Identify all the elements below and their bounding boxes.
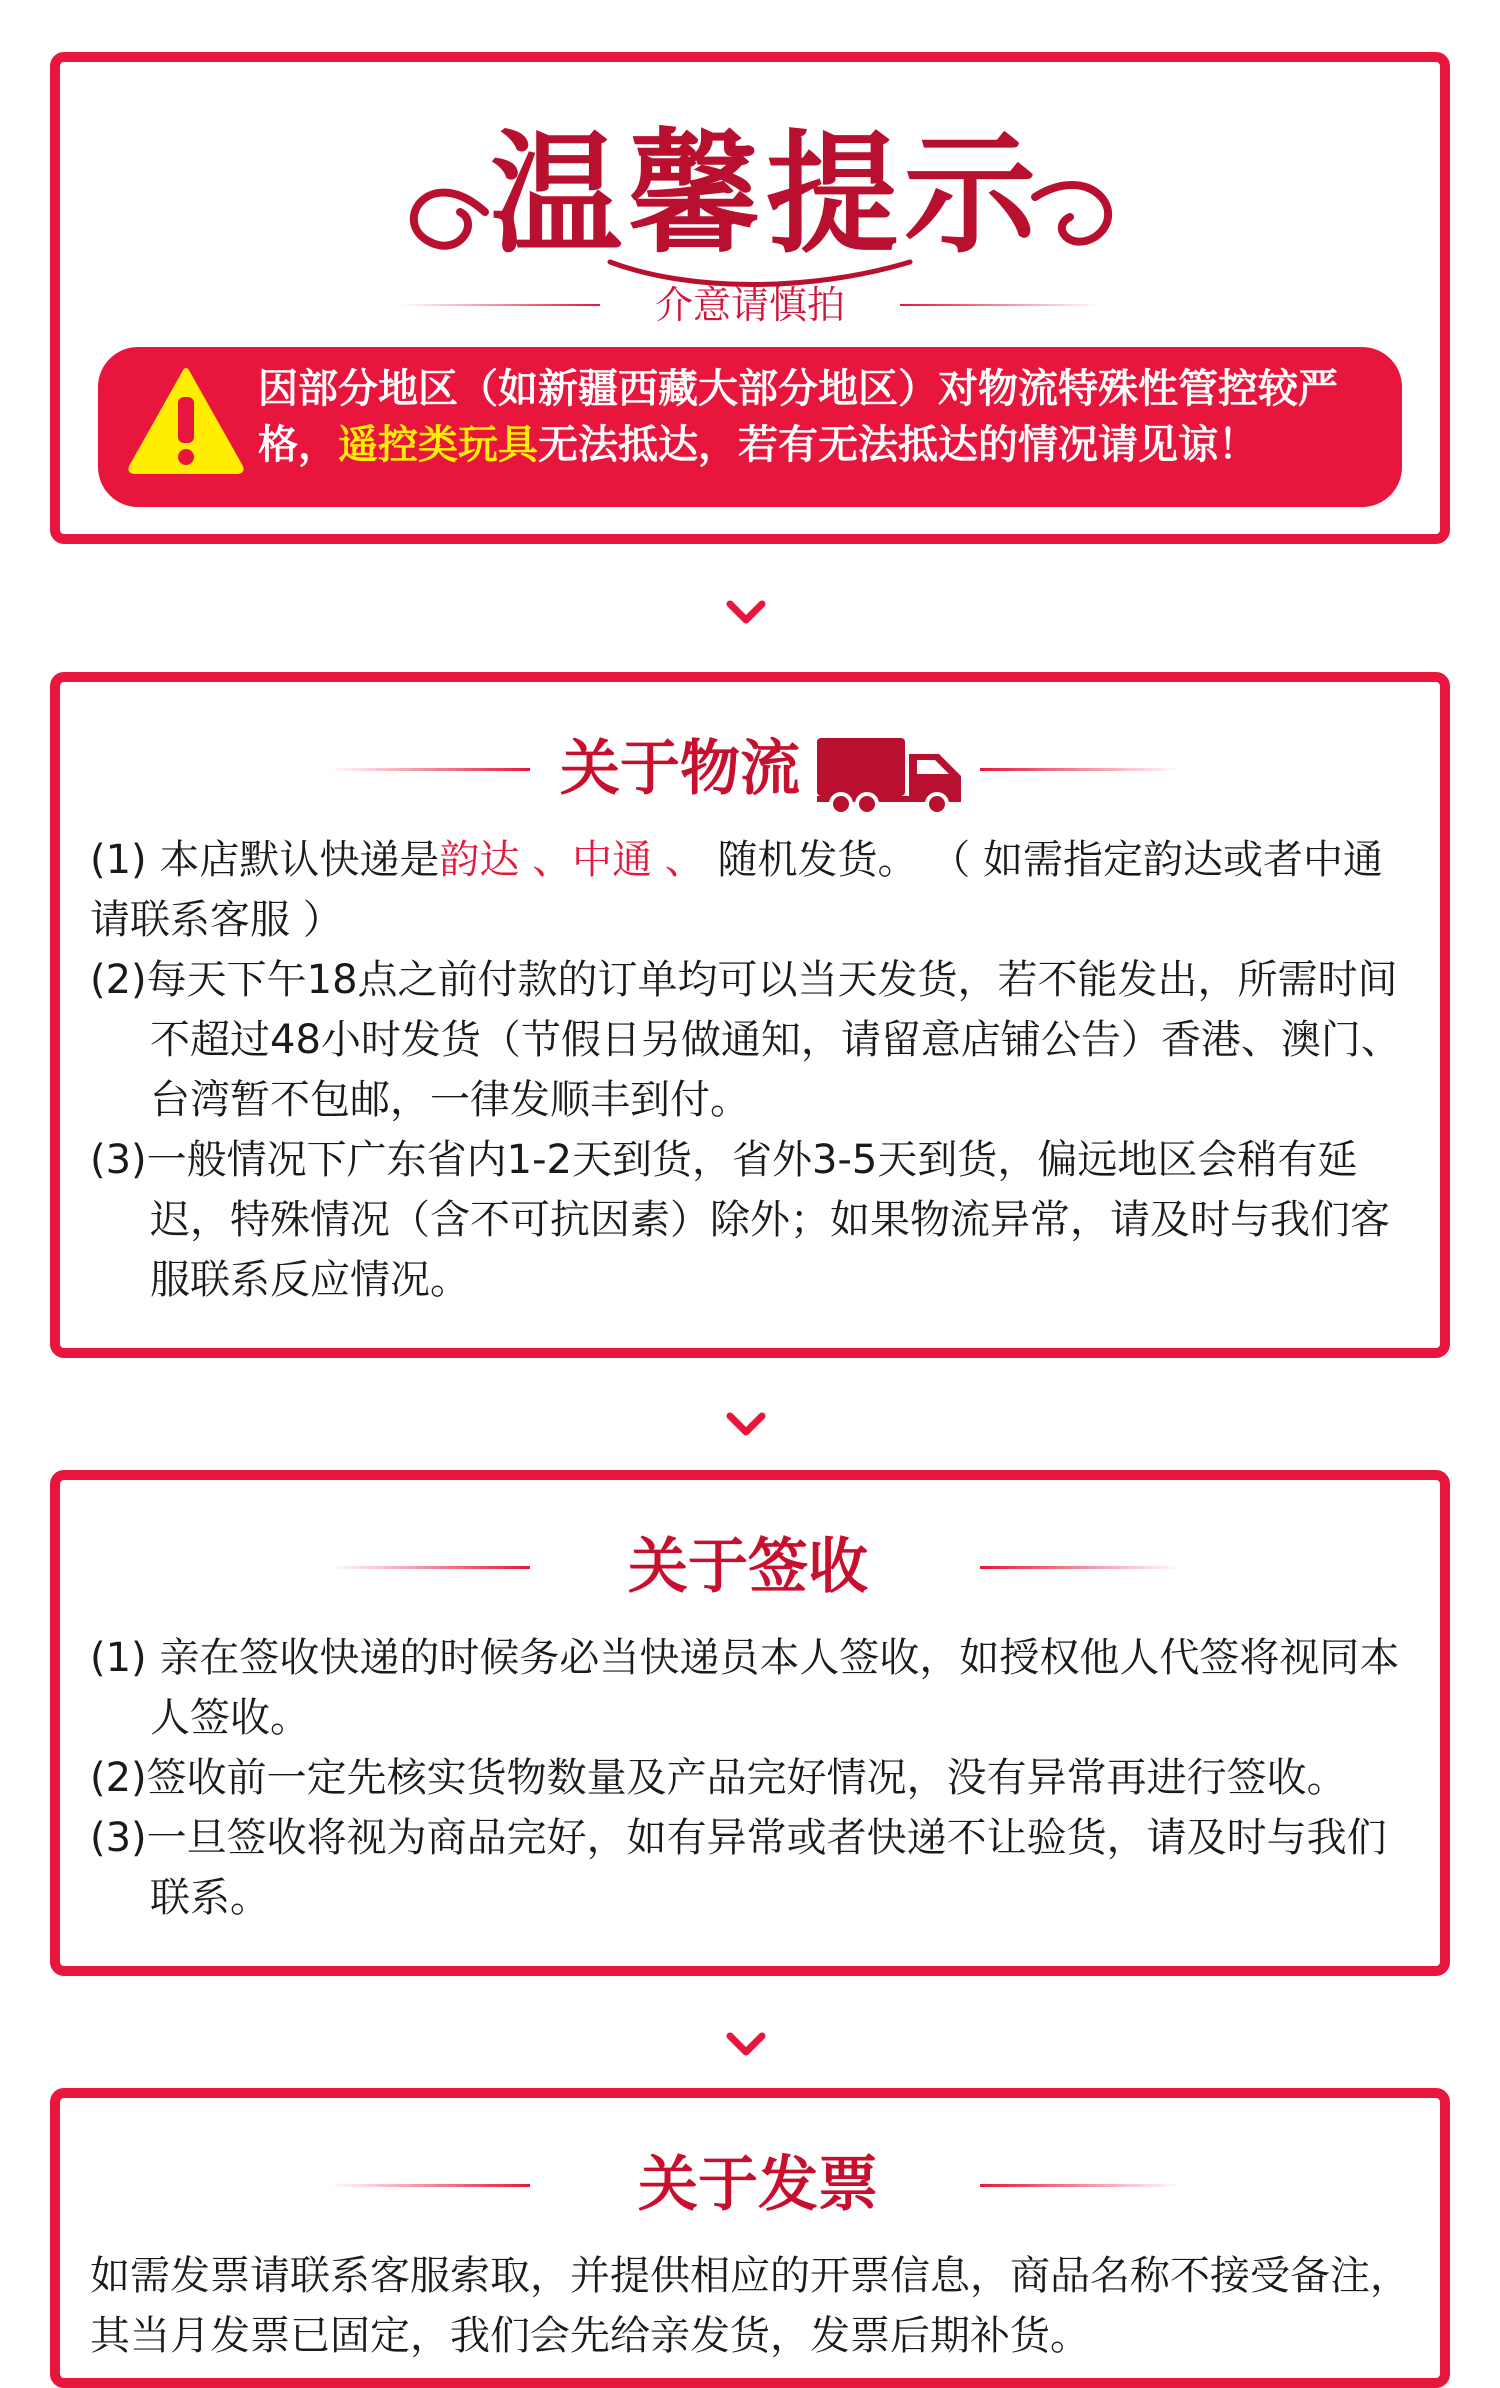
warm-tip-subtitle: 介意请慎拍 [654,283,845,327]
warning-icon [126,365,246,475]
warm-tip-card [50,52,1450,544]
logistics-title: 关于物流 [560,734,800,804]
divider-line-right [900,304,1100,306]
courier-yunda: 韵达 [439,837,520,883]
sign-item-3: (3)一旦签收将视为商品完好，如有异常或者快递不让验货，请及时与我们联系。 [90,1815,1387,1921]
logistics-item-1-prefix: (1) 本店默认快递是 [90,837,440,883]
notice-text-part2: 无法抵达，若有无法抵达的情况请见谅！ [538,422,1258,468]
sign-card [50,1470,1450,1976]
logistics-item-2: (2)每天下午18点之前付款的订单均可以当天发货，若不能发出，所需时间不超过48小时发货（节假日另做通知，请留意店铺公告）香港、澳门、台湾暂不包邮，一律发顺丰到付。 [90,957,1401,1123]
logistics-body [90,830,1410,1310]
divider-line-left [330,768,530,771]
notice-text [258,361,1388,473]
separator: 、 [519,837,573,883]
invoice-title: 关于发票 [638,2150,878,2220]
divider-line-right [980,2184,1180,2187]
logistics-item-3: (3)一般情况下广东省内1-2天到货，省外3-5天到货，偏远地区会稍有延迟，特殊情况（含不可抗因素）除外；如果物流异常，请及时与我们客服联系反应情况。 [90,1137,1390,1303]
divider-line-right [980,1566,1180,1569]
divider-line-left [400,304,600,306]
divider-line-left [330,1566,530,1569]
chevron-down-icon [726,1412,766,1438]
sign-title: 关于签收 [628,1532,868,1602]
subtitle-row [400,280,1100,330]
invoice-header [60,2140,1440,2230]
truck-icon [815,734,965,816]
divider-line-right [980,768,1180,771]
sign-body [90,1628,1410,1928]
separator: 、 [652,837,705,883]
invoice-text: 如需发票请联系客服索取，并提供相应的开票信息，商品名称不接受备注，其当月发票已固定，我们会先给亲发货，发票后期补货。 [90,2253,1410,2359]
sign-item-1: (1) 亲在签收快递的时候务必当快递员本人签收，如授权他人代签将视同本人签收。 [90,1635,1400,1741]
chevron-down-icon [726,600,766,626]
chevron-down-icon [726,2032,766,2058]
warm-tip-title-block [390,102,1130,292]
notice-text-part1: 因部分地区（如新疆西藏大部分地区）对物流特殊性管控较严格， [258,366,1338,468]
notice-highlight: 遥控类玩具 [338,422,538,468]
sign-header [60,1522,1440,1612]
invoice-card [50,2088,1450,2388]
logistics-header [60,724,1440,814]
divider-line-left [330,2184,530,2187]
logistics-card [50,672,1450,1358]
notice-banner [98,347,1402,507]
logistics-item-1-rest: 随机发货。 （ 如需指定韵达或者中通请联系客服 ） [90,837,1383,943]
courier-zto: 中通 [572,837,653,883]
warm-tip-title: 温馨提示 [490,117,1042,272]
sign-item-2: (2)签收前一定先核实货物数量及产品完好情况，没有异常再进行签收。 [90,1755,1347,1801]
logistics-item-1 [90,830,1410,950]
invoice-body [90,2246,1410,2366]
